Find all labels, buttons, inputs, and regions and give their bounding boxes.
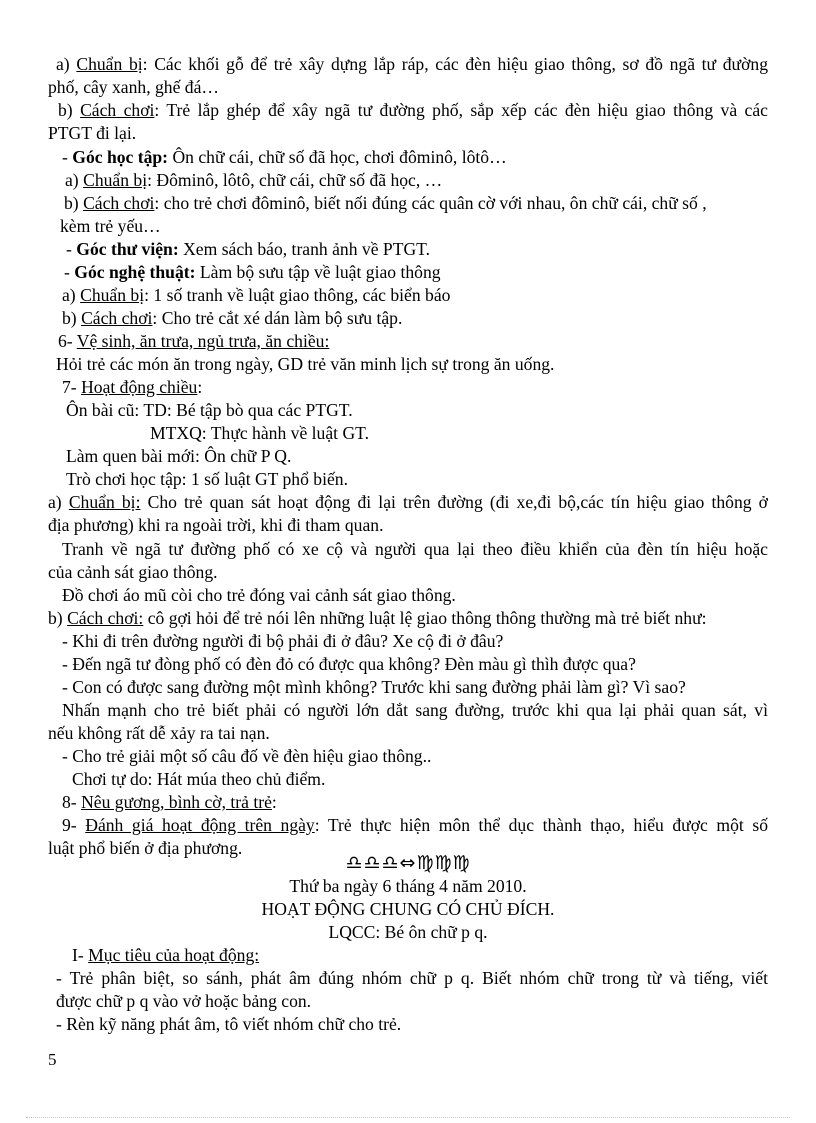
text-line: được chữ p q vào vở hoặc bảng con. [56,991,312,1011]
text-line: a) Chuẩn bị: 1 số tranh về luật giao thông, các biển báo [62,285,451,305]
text-line: - Góc thư viện: Xem sách báo, tranh ảnh về PTGT. [66,239,430,259]
text-line: a) Chuẩn bị: Các khối gỗ để trẻ xây dựng lắp ráp, các đèn hiệu giao thông, sơ đồ ngã tư đường [56,54,768,74]
text-line: kèm trẻ yếu… [60,216,161,236]
date-heading: Thứ ba ngày 6 tháng 4 năm 2010. [289,876,527,896]
text-line: b) Cách chơi: Trẻ lắp ghép để xây ngã tư đường phố, sắp xếp các đèn hiệu giao thông và các [58,100,768,120]
text-line: - Trẻ phân biệt, so sánh, phát âm đúng nhóm chữ p q. Biết nhóm chữ trong từ và tiếng, viết [56,968,768,988]
text-line: Nhấn mạnh cho trẻ biết phải có người lớn dắt sang đường, trước khi qua lại phải quan sát, vì [62,700,768,720]
text-line: a) Chuẩn bị: Cho trẻ quan sát hoạt động đi lại trên đường (đi xe,đi bộ,các tín hiệu giao thông ở [48,492,768,512]
activity-heading: HOẠT ĐỘNG CHUNG CÓ CHỦ ĐÍCH. [261,899,555,919]
text-line: Ôn bài cũ: TD: Bé tập bò qua các PTGT. [66,400,353,420]
text-line: Hỏi trẻ các món ăn trong ngày, GD trẻ văn minh lịch sự trong ăn uống. [56,354,555,374]
text-line: a) Chuẩn bị: Đôminô, lôtô, chữ cái, chữ số đã học, … [65,170,443,190]
text-line: Tranh về ngã tư đường phố có xe cộ và người qua lại theo điều khiển của đèn tín hiệu hoặc [62,539,768,559]
text-line: I- Mục tiêu của hoạt động: [72,945,260,965]
text-line: 8- Nêu gương, bình cờ, trả trẻ: [62,792,277,812]
text-line: b) Cách chơi: cho trẻ chơi đôminô, biết nối đúng các quân cờ với nhau, ôn chữ cái, chữ số , [64,193,707,213]
text-line: - Cho trẻ giải một số câu đố về đèn hiệu giao thông.. [62,746,432,766]
text-line: Đồ chơi áo mũ còi cho trẻ đóng vai cảnh sát giao thông. [62,585,456,605]
text-line: 6- Vệ sinh, ăn trưa, ngủ trưa, ăn chiều: [58,331,330,351]
text-line: - Rèn kỹ năng phát âm, tô viết nhóm chữ cho trẻ. [56,1014,402,1034]
text-line: phố, cây xanh, ghế đá… [48,77,219,97]
text-line: luật phổ biến ở địa phương. [48,838,243,858]
page-number: 5 [48,1050,57,1069]
text-line: - Đến ngã tư đòng phố có đèn đỏ có được qua không? Đèn màu gì thìh được qua? [62,654,636,674]
text-line: địa phương) khi ra ngoài trời, khi đi tham quan. [48,515,384,535]
lesson-title: LQCC: Bé ôn chữ p q. [328,922,488,942]
text-line: Trò chơi học tập: 1 số luật GT phổ biến. [66,469,348,489]
text-line: Làm quen bài mới: Ôn chữ P Q. [66,446,292,466]
text-line: nếu không rất dễ xảy ra tai nạn. [48,723,270,743]
text-line: của cảnh sát giao thông. [48,562,218,582]
text-line: b) Cách chơi: Cho trẻ cắt xé dán làm bộ sưu tập. [62,308,403,328]
text-line: - Khi đi trên đường người đi bộ phải đi ở đâu? Xe cộ đi ở đâu? [62,631,504,651]
text-line: - Góc nghệ thuật: Làm bộ sưu tập về luật giao thông [64,262,441,282]
text-line: 9- Đánh giá hoạt động trên ngày: Trẻ thực hiện môn thể dục thành thạo, hiểu được một số [62,815,768,835]
text-line: - Con có được sang đường một mình không? Trước khi sang đường phải làm gì? Vì sao? [62,677,686,697]
text-line: 7- Hoạt động chiều: [62,377,203,397]
text-line: b) Cách chơi: cô gợi hỏi để trẻ nói lên những luật lệ giao thông thông thường mà trẻ biết như: [48,608,707,628]
text-line: Chơi tự do: Hát múa theo chủ điểm. [72,769,326,789]
text-line: MTXQ: Thực hành về luật GT. [150,423,369,443]
text-line: PTGT đi lại. [48,123,137,143]
section-divider-symbols: ♎♎♎⇔♍♍♍ [345,852,471,874]
text-line: - Góc học tập: Ôn chữ cái, chữ số đã học, chơi đôminô, lôtô… [62,147,507,167]
footer-divider [26,1117,790,1118]
